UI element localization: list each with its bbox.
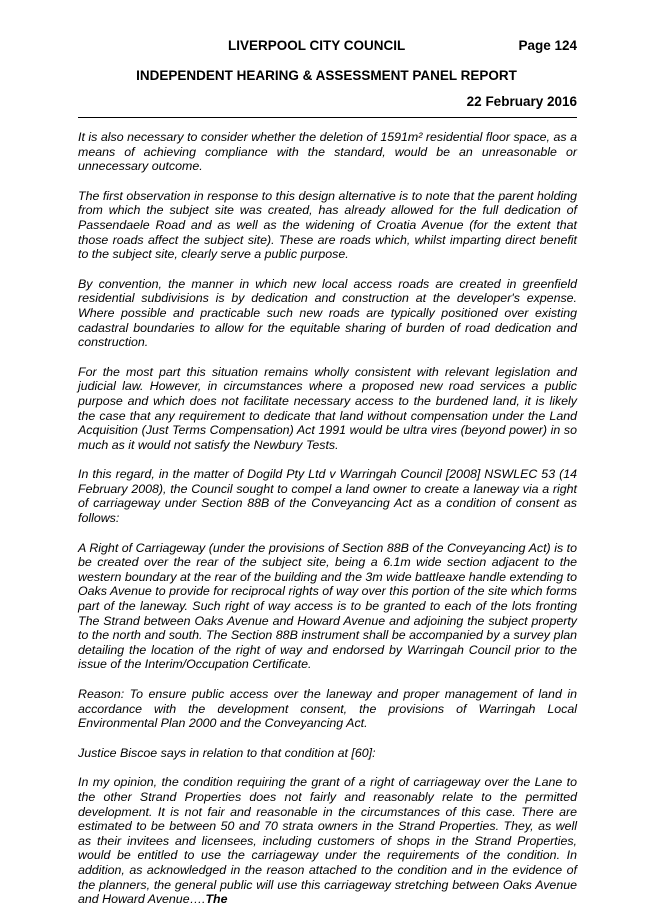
quoted-condition: A Right of Carriageway (under the provisions of Section 88B of the Conveyancing Act) is to be created over the rear of the subject site, being a 6.1m wide section adjacent to the western boundary at the rear of the building and the 3m wide battleaxe handle extending to Oaks Avenue to provide for reciprocal rights of way over this portion of the site which forms part of the laneway. Such right of way access is to be granted to each of the lots fronting The Strand between Oaks Avenue and Howard Avenue and adjoining the subject property to the north and south. The Section 88B instrument shall be accompanied by a survey plan detailing the location of the right of way and endorsed by Warringah Council prior to the issue of the Interim/Occupation Certificate.	[78, 540, 577, 672]
paragraph-4: For the most part this situation remains wholly consistent with relevant legislation and judicial law. However, in circumstances where a proposed new road services a public purpose and which does not facilitate necessary access to the burdened land, it is likely the case that any requirement to dedicate that land without compensation under the Land Acquisition (Just Terms Compensation) Act 1991 would be ultra vires (beyond power) in so much as it would not satisfy the Newbury Tests.	[78, 364, 577, 452]
paragraph-5: In this regard, in the matter of Dogild Pty Ltd v Warringah Council [2008] NSWLEC 53 (14 February 2008), the Council sought to compel a land owner to create a laneway via a right of carriageway under Section 88B of the Conveyancing Act as a condition of consent as follows:	[78, 467, 577, 526]
paragraph-2: The first observation in response to this design alternative is to note that the parent holding from which the subject site was created, has already allowed for the full dedication of Passendaele Road and as well as the widening of Croatia Avenue (for the extent that those roads affect the subject site). These are roads which, whilst imparting direct benefit to the subject site, clearly serve a public purpose.	[78, 188, 577, 262]
header-divider	[78, 117, 577, 118]
emphasis-text: The	[205, 892, 228, 907]
report-title: INDEPENDENT HEARING & ASSESSMENT PANEL REPORT	[136, 68, 517, 83]
quoted-judgment	[78, 775, 577, 906]
paragraph-1: It is also necessary to consider whether the deletion of 1591m² residential floor space, as a means of achieving compliance with the standard, would be an unreasonable or unnecessary outcome.	[78, 130, 577, 174]
paragraph-3: By convention, the manner in which new local access roads are created in greenfield residential subdivisions is by dedication and construction at the developer's expense. Where possible and practicable such new roads are typically positioned over existing cadastral boundaries to allow for the equitable sharing of burden of road dedication and construction.	[78, 276, 577, 350]
document-body	[78, 130, 577, 907]
condition-reason: Reason: To ensure public access over the laneway and proper management of land in accordance with the development consent, the provisions of Warringah Local Environmental Plan 2000 and the Conveyancing Act.	[78, 687, 577, 731]
page-header	[78, 38, 577, 56]
page-number: Page 124	[518, 38, 577, 53]
quoted-judgment-text: In my opinion, the condition requiring the grant of a right of carriageway over the Lane to the other Strand Properties does not fairly and reasonably relate to the permitted development. It is not fair and reasonable in the circumstances of this case. There are estimated to be between 50 and 70 strata owners in the Strand Properties. They, as well as their invitees and licensees, including customers of shops in the Strand Properties, would be entitled to use the carriageway under the requirements of the condition. In addition, as acknowledged in the reason attached to the condition and in the evidence of the planners, the general public will use this carriageway stretching between Oaks Avenue and Howard Avenue….	[78, 775, 577, 907]
council-name: LIVERPOOL CITY COUNCIL	[228, 38, 406, 53]
report-date: 22 February 2016	[466, 94, 577, 109]
paragraph-justice-biscoe: Justice Biscoe says in relation to that condition at [60]:	[78, 745, 376, 760]
